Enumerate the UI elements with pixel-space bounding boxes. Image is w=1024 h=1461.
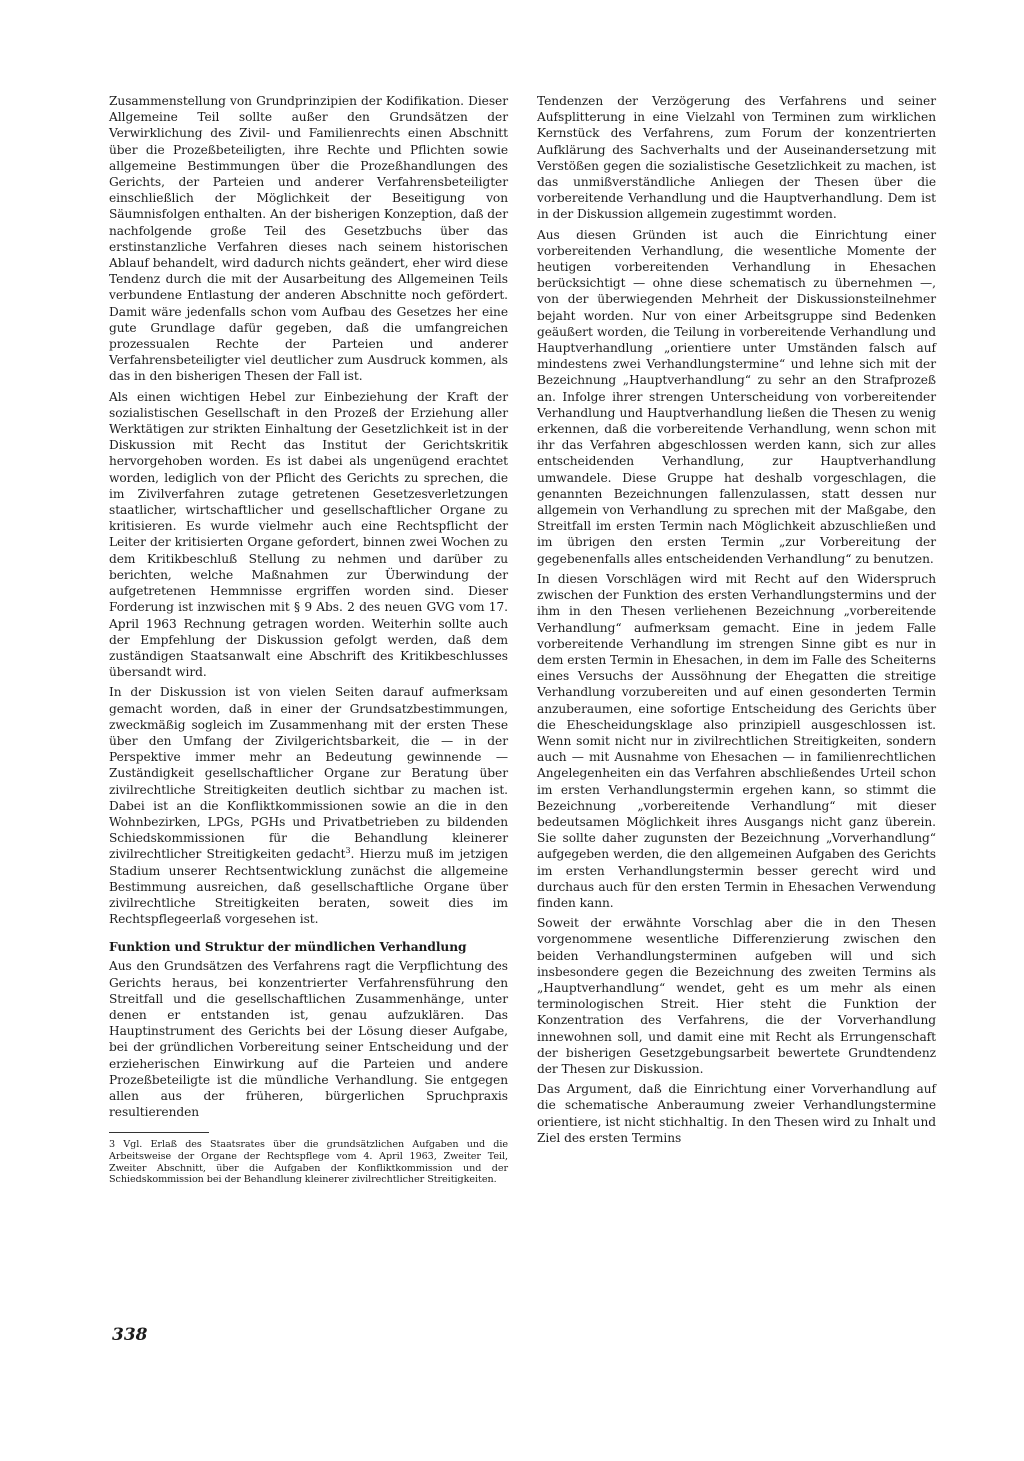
section-heading: Funktion und Struktur der mündlichen Verhandlung [109,940,467,955]
left-column [109,93,508,1187]
paragraph: Aus diesen Gründen ist auch die Einrichtung einer vorbereitenden Verhandlung, die wesentliche Momente der heutigen vorbereitenden Verhandlung in Ehesachen berücksichtigt — ohne diese schematisch zu übernehmen —, von der überwiegenden Mehrheit der Diskussionsteilnehmer bejaht worden. Nur von einer Arbeitsgruppe sind Bedenken geäußert worden, die Teilung in vorbereitende Verhandlung und Hauptverhandlung „orientiere unter Umständen falsch auf mindestens zwei Verhandlungstermine“ und lehne sich mit der Bezeichnung „Hauptverhandlung“ zu sehr an den Strafprozeß an. Infolge ihrer strengen Unterscheidung von vorbereitender Verhandlung und Hauptverhandlung ließen die Thesen zu wenig erkennen, daß die vorbereitende Verhandlung, wenn schon mit ihr das Verfahren abgeschlossen werden kann, sich zur alles entscheidenden Verhandlung, zur Hauptverhandlung umwandele. Diese Gruppe hat deshalb vorgeschlagen, die genannten Bezeichnungen fallenzulassen, statt dessen nur allgemein von Verhandlung zu sprechen mit der Maßgabe, den Streitfall im ersten Termin nach Möglichkeit abzuschließen und im übrigen den ersten Termin „zur Vorbereitung der gegebenenfalls alles entscheidenden Verhandlung“ zu benutzen. [537,227,936,566]
page-number: 338 [112,1325,148,1345]
footnote-reference[interactable]: 3 [345,846,351,856]
paragraph: In diesen Vorschlägen wird mit Recht auf den Widerspruch zwischen der Funktion des ersten Verhandlungstermins und der ihm in den Thesen verliehenen Bezeichnung „vorbereitende Verhandlung“ aufmerksam gemacht. Eine in jedem Falle vorbereitende Verhandlung im strengen Sinne gibt es nur in dem ersten Termin in Ehesachen, in dem im Falle des Scheiterns eines Versuchs der Aussöhnung der Ehegatten die streitige Verhandlung vorzubereiten und auf einen gesonderten Termin anzuberaumen, eine sofortige Entscheidung des Gerichts über die Ehescheidungsklage also prinzipiell ausgeschlossen ist. Wenn somit nicht nur in zivilrechtlichen Streitigkeiten, sondern auch — mit Ausnahme von Ehesachen — in familienrechtlichen Angelegenheiten ein das Verfahren abschließendes Urteil schon im ersten Verhandlungstermin ergehen kann, so stimmt die Bezeichnung „vorbereitende Verhandlung“ mit dieser bedeutsamen Möglichkeit ihres Ausgangs nicht ganz überein. Sie sollte daher zugunsten der Bezeichnung „Vorverhandlung“ aufgegeben werden, die den allgemeinen Aufgaben des Gerichts im ersten Verhandlungstermin besser gerecht wird und durchaus auch für den ersten Termin in Ehesachen Verwendung finden kann. [537,571,936,910]
paragraph: Soweit der erwähnte Vorschlag aber die in den Thesen vorgenommene wesentliche Differenzierung zwischen den beiden Verhandlungsterminen aufgeben will und sich insbesondere gegen die Bezeichnung des zweiten Termins als „Hauptverhandlung“ wendet, geht es um mehr als einen terminologischen Streit. Hier steht die Funktion der Konzentration des Verfahrens, die der Vorverhandlung innewohnen soll, und damit eine mit Recht als Errungenschaft der bisherigen Gesetzgebungsarbeit bewertete Grundtendenz der Thesen zur Diskussion. [537,916,936,1076]
footnote-divider [109,1132,209,1133]
paragraph: Aus den Grundsätzen des Verfahrens ragt die Verpflichtung des Gerichts heraus, bei konzentrierter Verfahrensführung den Streitfall und die gesellschaftlichen Zusammenhänge, unter denen er entstanden ist, genau aufzuklären. Das Hauptinstrument des Gerichts bei der Lösung dieser Aufgabe, bei der gründlichen Vorbereitung seiner Entscheidung und der erzieherischen Einwirkung auf die Parteien und andere Prozeßbeteiligte ist die mündliche Verhandlung. Sie entgegen allen aus der früheren, bürgerlichen Spruchpraxis resultierenden [109,959,508,1120]
paragraph: Tendenzen der Verzögerung des Verfahrens und seiner Aufsplitterung in eine Vielzahl von Terminen zum wirklichen Kernstück des Verfahrens, zum Forum der konzentrierten Aufklärung des Sachverhalts und der Auseinandersetzung mit Verstößen gegen die sozialistische Gesetzlichkeit zu machen, ist das unmißverständliche Anliegen der Thesen über die vorbereitende Verhandlung und die Hauptverhandlung. Dem ist in der Diskussion allgemein zugestimmt worden. [537,94,936,222]
paragraph: Als einen wichtigen Hebel zur Einbeziehung der Kraft der sozialistischen Gesellschaft in den Prozeß der Erziehung aller Werktätigen zur strikten Einhaltung der Gesetzlichkeit ist in der Diskussion mit Recht das Institut der Gerichtskritik hervorgehoben worden. Es ist dabei als ungenügend erachtet worden, lediglich von der Pflicht des Gerichts zu sprechen, die im Zivilverfahren zutage getretenen Gesetzesverletzungen staatlicher, wirtschaftlicher und gesellschaftlicher Organe zu kritisieren. Es wurde vielmehr auch eine Rechtspflicht der Leiter der kritisierten Organe gefordert, binnen zwei Wochen zu dem Kritikbeschluß Stellung zu nehmen und darüber zu berichten, welche Maßnahmen zur Überwindung der aufgetretenen Hemmnisse ergriffen worden sind. Dieser Forderung ist inzwischen mit § 9 Abs. 2 des neuen GVG vom 17. April 1963 Rechnung getragen worden. Weiterhin sollte auch der Empfehlung der Diskussion gefolgt werden, daß dem zuständigen Staatsanwalt eine Abschrift des Kritikbeschlusses übersandt wird. [109,389,508,680]
paragraph: Zusammenstellung von Grundprinzipien der Kodifikation. Dieser Allgemeine Teil sollte außer den Grundsätzen der Verwirklichung des Zivil- und Familienrechts einen Abschnitt über die Prozeßbeteiligten, ihre Rechte und Pflichten sowie allgemeine Bestimmungen über die Prozeßhandlungen des Gerichts, der Parteien und anderer Verfahrensbeteiligter einschließlich der Möglichkeit der Beseitigung von Säumnisfolgen enthalten. An der bisherigen Konzeption, daß der nachfolgende große Teil des Gesetzbuchs über das erstinstanzliche Verfahren dieses nach seinem historischen Ablauf behandelt, wird dadurch nichts geändert, eher wird diese Tendenz durch die mit der Ausarbeitung des Allgemeinen Teils verbundene Entlastung der anderen Abschnitte noch gefördert. Damit wäre jedenfalls schon vom Aufbau des Gesetzes her eine gute Grundlage dafür gegeben, daß die umfangreichen prozessualen Rechte der Parteien und anderer Verfahrensbeteiligter viel deutlicher zum Ausdruck kommen, als das in den bisherigen Thesen der Fall ist. [109,94,508,384]
paragraph: In der Diskussion ist von vielen Seiten darauf aufmerksam gemacht worden, daß in einer der Grundsatzbestimmungen, zweckmäßig sogleich im Zusammenhang mit der ersten These über den Umfang der Zivilgerichtsbarkeit, die — in der Perspektive immer mehr an Bedeutung gewinnende — Zuständigkeit gesellschaftlicher Organe zur Beratung über zivilrechtliche Streitigkeiten deutlich sichtbar zu machen ist. Dabei ist an die Konfliktkommissionen sowie an die in den Wohnbezirken, LPGs, PGHs und Privatbetrieben zu bildenden Schiedskommissionen für die Behandlung kleinerer zivilrechtlicher Streitigkeiten gedacht$^3$. Hierzu muß im jetzigen Stadium unserer Rechtsentwicklung zunächst die allgemeine Bestimmung ausreichen, daß gesellschaftliche Organe über zivilrechtliche Streitigkeiten beraten, soweit dies im Rechtspflegeerlaß vorgesehen ist. [109,685,509,927]
footnote: 3 Vgl. Erlaß des Staatsrates über die grundsätzlichen Aufgaben und die Arbeitsweise der Organe der Rechtspflege vom 4. April 1963, Zweiter Teil, Zweiter Abschnitt, über die Aufgaben der Konfliktkommission und der Schiedskommission bei der Behandlung kleinerer zivilrechtlicher Streitigkeiten. [109,1139,508,1186]
paragraph: Das Argument, daß die Einrichtung einer Vorverhandlung auf die schematische Anberaumung zweier Verhandlungstermine orientiere, ist nicht stichhaltig. In den Thesen wird zu Inhalt und Ziel des ersten Termins [537,1082,936,1145]
paragraph-text-continued: Hierzu muß im jetzigen Stadium unserer Rechtsentwicklung zunächst die allgemeine Bestimmung ausreichen, daß gesellschaftliche Organe über zivilrechtliche Streitigkeiten beraten, soweit dies im Rechtspflegeerlaß vorgesehen ist. [109,847,509,927]
right-column [537,93,936,1147]
paragraph-text: In der Diskussion ist von vielen Seiten darauf aufmerksam gemacht worden, daß in einer der Grundsatzbestimmungen, zweckmäßig sogleich im Zusammenhang mit der ersten These über den Umfang der Zivilgerichtsbarkeit, die — in der Perspektive immer mehr an Bedeutung gewinnende — Zuständigkeit gesellschaftlicher Organe zur Beratung über zivilrechtliche Streitigkeiten deutlich sichtbar zu machen ist. Dabei ist an die Konfliktkommissionen sowie an die in den Wohnbezirken, LPGs, PGHs und Privatbetrieben zu bildenden Schiedskommissionen für die Behandlung kleinerer zivilrechtlicher Streitigkeiten gedacht [109,685,508,862]
